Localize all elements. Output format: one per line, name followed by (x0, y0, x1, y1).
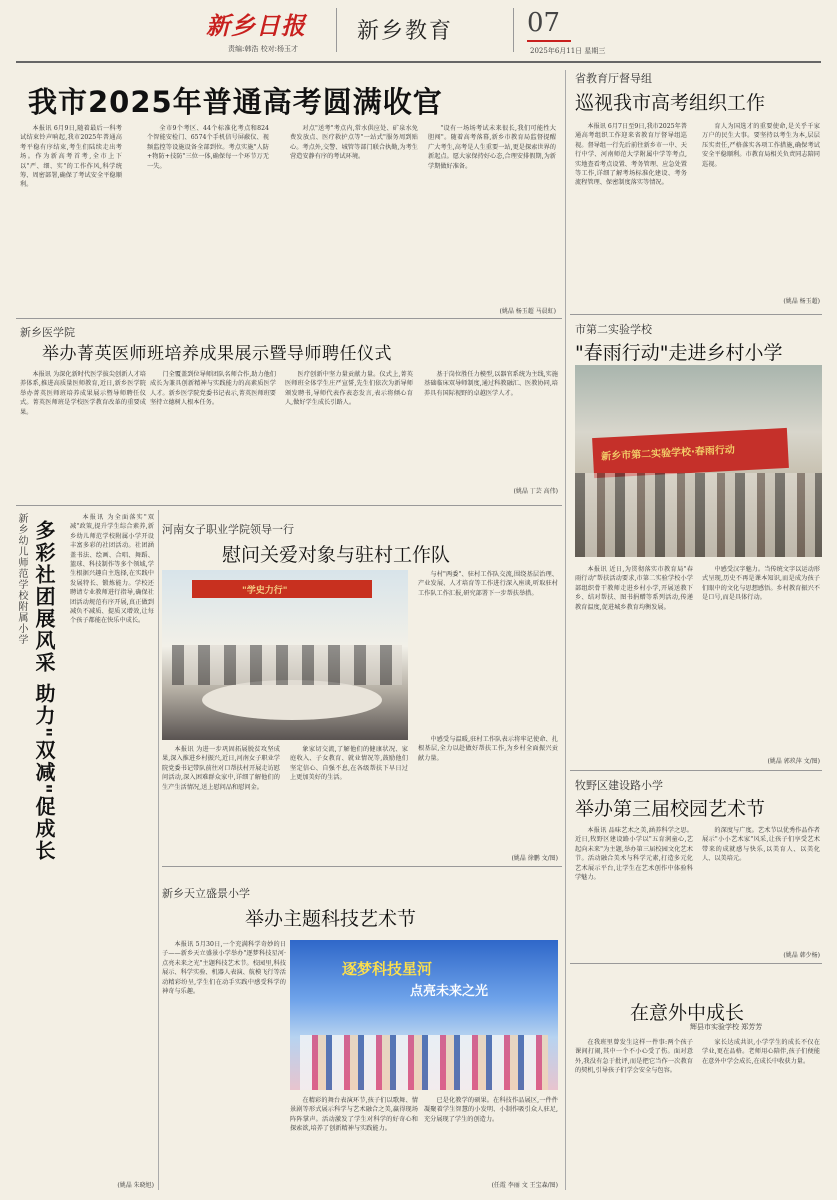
article5-byline: (姚晶 朱晓旭) (117, 1182, 154, 1189)
article1-col3: 对点"送考"考点内,常水供应处、矿泉水免费发放点、医疗救护点等"一站式"服务周到贴心。考点外,交警、城管等部门联合执勤,为考生营造安静有序的考试环境。 (290, 125, 418, 161)
article7-col2: 的深度与广度。艺术节以优秀作品作者展示"小小艺术家"风采,让孩子们享受艺术带来的成就感与快乐,以美育人、以美化人、以美培元。 (702, 827, 820, 863)
article8-stage-photo (290, 940, 558, 1090)
article4-byline: (姚晶 郭玖萍 文/图) (767, 758, 820, 765)
masthead-divider-right (513, 8, 514, 52)
stage-title-2: 点亮未来之光 (410, 984, 489, 999)
article2-headline: 巡视我市高考组织工作 (575, 92, 766, 114)
stage-performers (300, 1035, 548, 1090)
meeting-banner-text: "学史力行" (242, 586, 288, 596)
article7-col1: 本报讯 品味艺术之美,涵养科学之思。近日,牧野区建设路小学以"五育润童心,艺起向未来"为主题,举办第三届校园文化艺术节。活动融合美术与科学元素,打造多元化艺术展示平台,让学生在艺术创作中体验科学魅力。 (575, 827, 693, 882)
article4-col2: 中感受汉字魅力。当传统文字以运动形式呈现,历史不再是课本知识,而是成为孩子们眼中的文化与思想感悟。乡村教育振兴不是口号,而是具体行动。 (702, 566, 820, 602)
article4-col1: 本报讯 近日,为贯彻落实市教育局"春雨行动"帮扶活动要求,市第二实验学校小学部组织骨干教师走进乡村小学,开展送教下乡、结对帮扶、图书捐赠等系列活动,传递教育温度,促进城乡教育均衡发展。 (575, 566, 693, 611)
divider-a (16, 318, 562, 319)
newspaper-logo: 新乡日报 (206, 11, 306, 40)
article7-kicker: 牧野区建设路小学 (575, 779, 663, 792)
divider-g (570, 963, 822, 964)
article6-headline: 慰问关爱对象与驻村工作队 (222, 544, 451, 566)
article6-col1: 本报讯 为进一步巩固拓展脱贫攻坚成果,深入推进乡村振兴,近日,河南女子职业学院党委书记带队前往对口帮扶村开展走访慰问活动,深入困难群众家中,详细了解他们的生产生活情况,送上慰问品和慰问金。 (162, 746, 280, 791)
article8-col2: 在精彩的舞台表演环节,孩子们以歌舞、情景剧等形式展示科学与艺术融合之美,赢得现场阵阵掌声。活动激发了学生对科学的好奇心和探索欲,培养了创新精神与实践能力。 (290, 1097, 418, 1133)
meeting-table (202, 680, 382, 720)
masthead (0, 0, 837, 62)
article1-col4: "设有一场场考试未来很长,我们可能性大胆闯"。随着高考落幕,新乡市教育局监督提醒广大考生,高考是人生重要一站,更是探索世界的新起点。愿大家保持好心态,合理安排假期,为新学期做好准备。 (428, 125, 556, 170)
article6-byline: (姚晶 徐鹏 文/图) (511, 855, 558, 862)
masthead-divider-left (336, 8, 337, 52)
article8-kicker: 新乡天立盛景小学 (162, 887, 250, 900)
article8-col1: 本报讯 5月30日,一个充满科学奇妙的日子——新乡天立盛景小学举办"逐梦科技星河·点亮未来之光"主题科技艺术节。校园里,科技展示、科学实验、机器人表演、航模飞行等活动精彩纷呈,学生们在动手实践中感受科学的神奇与乐趣。 (162, 941, 286, 996)
article5-body: 本报讯 为全面落实"双减"政策,提升学生综合素养,新乡幼儿师范学校附属小学开设丰富多彩的社团活动。社团涵盖书法、绘画、合唱、舞蹈、篮球、科技制作等多个领域,学生根据兴趣自主选择,在实践中发展特长、锻炼能力。学校还聘请专业教师进行指导,确保社团活动规范有序开展,真正做到减负不减质、提质又增效,让每个孩子都能在快乐中成长。 (70, 514, 154, 625)
article3-headline: 举办菁英医师班培养成果展示暨导师聘任仪式 (42, 344, 392, 364)
article9-col2: 家长达成共识,小学学生的成长不仅在学业,更在品格。老师用心陪伴,孩子们便能在意外中学会成长,在成长中收获力量。 (702, 1039, 820, 1065)
article8-col3: 已是化教学的硕果。在科技作品展区,一件件凝聚着学生智慧的小发明、小制作吸引众人驻足,充分展现了学生的创造力。 (424, 1097, 558, 1123)
article7-headline: 举办第三届校园艺术节 (575, 798, 766, 820)
page-number-underline (527, 40, 571, 42)
article5-kicker: 新乡幼儿师范学校附属小学 (16, 513, 27, 645)
divider-b (570, 314, 822, 315)
stage-title-1: 逐梦科技星河 (342, 960, 433, 978)
article3-col3: 医疗创新中坚力量贡献力量。仪式上,菁英医师班全体学生庄严宣誓,先生们依次为新导师颁发聘书,导师代表作表态发言,表示将倾心育人,做好学生成长引路人。 (285, 371, 413, 407)
article5-headline: 多彩社团展风采 助力"双减"促成长 (32, 520, 56, 862)
article4-kicker: 市第二实验学校 (575, 323, 652, 336)
col-divider-right (565, 70, 566, 1190)
divider-f (162, 866, 562, 867)
article3-col1: 本报讯 为深化新时代医学拔尖创新人才培养体系,推进高质量医师教育,近日,新乡医学院举办菁英医师班培养成果展示暨导师聘任仪式。菁英医师班是学校医学教育改革的重要成果。 (20, 371, 146, 416)
article4-headline: "春雨行动"走进乡村小学 (575, 342, 783, 364)
article2-byline: (姚晶 杨玉超) (783, 298, 820, 305)
article9-author: 辉县市实验学校 郑芳芳 (690, 1023, 763, 1031)
article3-col4: 基于岗位胜任力模型,以器官系统为主线,实施基础临床双导师制度,通过科教融汇、医教协同,培养具有国际视野的卓越医学人才。 (424, 371, 558, 397)
article6-col3: 与村"两委"、驻村工作队交流,围绕基层治理、产业发展、人才培育等工作进行深入座谈,听取驻村工作队工作汇报,研究部署下一步帮扶举措。 (418, 571, 558, 597)
article8-headline: 举办主题科技艺术节 (245, 908, 417, 930)
article4-group-photo (575, 365, 822, 557)
meeting-attendees (172, 645, 402, 685)
masthead-rule (16, 61, 821, 63)
page-number: 07 (527, 8, 561, 38)
article6-kicker: 河南女子职业学院领导一行 (162, 523, 294, 536)
article3-col2: 门全覆盖到位导师团队名师合作,助力他们成长为兼具创新精神与实践能力的高素质医学人才。新乡医学院党委书记表示,菁英医师班要坚持立德树人根本任务。 (150, 371, 276, 407)
photo-banner-text: 新乡市第二实验学校·春雨行动 (600, 444, 736, 463)
article3-byline: (姚晶 丁芸 高伟) (513, 488, 558, 495)
divider-c (16, 505, 562, 506)
article1-col2: 全市9个考区、44个标准化考点和824个智能安检门、6574个手机信号屏蔽仪、视频监控等设施设备全部到位。考点实施"人防+物防+技防"三位一体,确保每一个环节万无一失。 (147, 125, 269, 170)
divider-e (158, 510, 159, 1190)
article1-col1: 本报讯 6月9日,随着最后一科考试结束铃声响起,我市2025年普通高考平稳有序结束,考生们陆续走出考场。作为新高考首考,全市上下以"严、细、实"的工作作风,科学统筹、周密部署,确保了考试安全平稳顺利。 (20, 125, 122, 189)
photo-people-row (575, 473, 822, 557)
article2-col2: 育人为国选才的重要使命,是关乎千家万户的民生大事。要坚持以考生为本,层层压实责任,严格落实各项工作措施,确保考试安全平稳顺利。市教育局相关负责同志陪同巡视。 (702, 123, 820, 168)
article8-byline: (任霞 李丽 文 王宝森/图) (491, 1182, 558, 1189)
section-title: 新乡教育 (357, 19, 454, 44)
article3-kicker: 新乡医学院 (20, 326, 75, 339)
article6-meeting-photo (162, 570, 408, 740)
divider-d (570, 770, 822, 771)
main-headline: 我市2025年普通高考圆满收官 (28, 85, 443, 119)
article6-col2: 象家切交流,了解他们的健康状况、家庭收入、子女教育、就业情况等,鼓励他们坚定信心、自强不息,在各级帮扶下早日过上更加美好的生活。 (290, 746, 408, 782)
article1-byline: (姚晶 杨玉超 马晨虹) (499, 308, 556, 315)
editor-line: 责编:韩浩 校对:杨玉才 (228, 45, 298, 53)
issue-date: 2025年6月11日 星期三 (530, 47, 606, 55)
article9-headline: 在意外中成长 (630, 1002, 745, 1024)
article9-col1: 在我班里曾发生这样一件事:两个孩子课间打闹,其中一个不小心受了伤。面对意外,我没有急于批评,而是把它当作一次教育的契机,引导孩子们学会安全与包容。 (575, 1039, 693, 1075)
article2-kicker: 省教育厅督导组 (575, 72, 652, 85)
article7-byline: (姚晶 韩少杨) (783, 952, 820, 959)
article2-col1: 本报讯 6月7日至9日,我市2025年普通高考组织工作迎来省教育厅督导组巡视。督导组一行先后前往新乡市一中、天行中学、河南师范大学附属中学等考点,实地查看考点设置、考务管理、应急处置等工作,详细了解考场标准化建设、考务流程管理、保密制度落实等情况。 (575, 123, 687, 187)
article6-col4: 中感受与温暖,驻村工作队表示将牢记使命、扎根基层,全力以赴做好帮扶工作,为乡村全面振兴贡献力量。 (418, 736, 558, 762)
